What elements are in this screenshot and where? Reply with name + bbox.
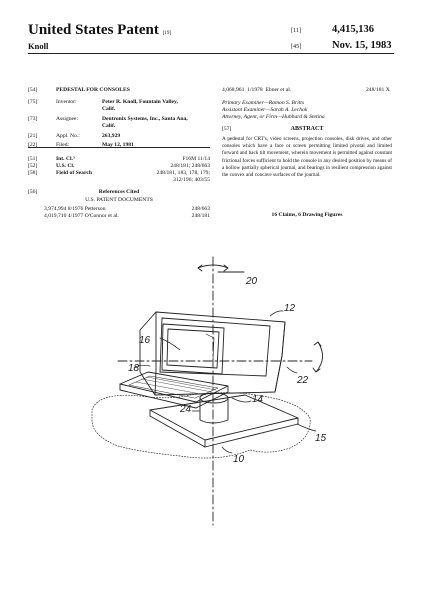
reference-numeral-10: 10 <box>233 454 245 465</box>
reference-numeral-20: 20 <box>246 276 258 287</box>
item-code: [73] <box>28 116 38 122</box>
reference-numeral-24: 24 <box>180 404 192 415</box>
reference-citation: 4,019,710 4/1977 O'Connor et al. <box>44 213 119 219</box>
item-code: [75] <box>28 99 38 105</box>
reference-numeral-22: 22 <box>297 375 309 386</box>
reference-numeral-14: 14 <box>252 394 264 405</box>
patent-number: 4,415,136 <box>332 24 374 35</box>
item-label: Filed: <box>56 142 70 148</box>
abstract-text: A pedestal for CRT's, video screens, projection consoles, disk drives, and other consoles which have a face or screen permitting limited pivotal and limited forward and back tilt movement, wherein movement is permitted against constant frictional forces sufficient to hold the console in any desired position by means of a hollow partially spherical journal, and bearings in resilient compression against the convex and concave surfaces of the journal. <box>222 136 392 179</box>
horizontal-axis <box>118 342 323 372</box>
item-code: [22] <box>28 142 38 148</box>
item-code: [52] <box>28 163 38 169</box>
screen <box>162 324 224 374</box>
item-value: 312/196; 403/55 <box>173 177 210 183</box>
references-code: [56] <box>28 189 38 195</box>
reference-numerals <box>128 276 327 465</box>
references-subtitle: U.S. PATENT DOCUMENTS <box>85 197 153 203</box>
reference-numeral-16: 16 <box>139 335 151 346</box>
references-title: References Cited <box>98 189 140 195</box>
reference-numeral-12: 12 <box>284 303 296 314</box>
reference-citation: 3,974,994 8/1976 Petterson <box>44 206 106 212</box>
attorney: Attorney, Agent, or Firm—Hubbard & Stetina <box>222 114 325 120</box>
item-value: May 12, 1981 <box>102 142 134 148</box>
abstract-title: ABSTRACT <box>290 126 324 132</box>
abstract-code: [57] <box>222 126 232 132</box>
item-value: F16M 11/14 <box>182 156 210 162</box>
item-value: Calif. <box>102 123 116 129</box>
item-value: Peter R. Knoll, Fountain Valley, <box>102 99 178 105</box>
item-value: Dentronix Systems, Inc., Santa Ana, <box>102 116 188 122</box>
primary-examiner: Primary Examiner—Ramon S. Britts <box>222 100 305 106</box>
item-value: Calif. <box>102 106 116 112</box>
inventor-short: Knoll <box>28 41 49 51</box>
reference-numeral-15: 15 <box>315 433 327 444</box>
item-label: PEDESTAL FOR CONSOLES <box>56 87 130 93</box>
item-code: [51] <box>28 156 38 162</box>
assistant-examiner: Assistant Examiner—Sarah A. Lechok <box>222 107 308 113</box>
reference-right: 4,068,961 1/1978 Ebner et al. 248/181 X <box>222 87 390 93</box>
issue-date: Nov. 15, 1983 <box>332 40 392 51</box>
item-label: Inventor: <box>56 99 77 105</box>
item-label: Int. Cl.³ <box>56 156 75 162</box>
vertical-axis <box>198 257 244 525</box>
claims-count: 16 Claims, 6 Drawing Figures <box>271 212 343 218</box>
reference-class: 248/181 <box>191 213 210 219</box>
item-code: [21] <box>28 133 38 139</box>
item-label: U.S. Cl. <box>56 163 75 169</box>
reference-numeral-18: 18 <box>128 363 140 374</box>
item-label: Assignee: <box>56 116 79 122</box>
date-code: [45] <box>291 43 302 50</box>
item-code: [54] <box>28 87 38 93</box>
patent-number-code: [11] <box>291 27 302 34</box>
item-code: [58] <box>28 170 38 176</box>
item-value: 248/181; 248/663 <box>170 163 210 169</box>
item-label: Field of Search <box>56 170 92 176</box>
item-label: Appl. No.: <box>56 133 80 139</box>
reference-class: 248/663 <box>191 206 210 212</box>
patent-title: United States Patent [19] <box>28 22 172 38</box>
item-value: 248/181, 183, 178, 179; <box>156 170 210 176</box>
item-value: 263,929 <box>102 133 121 139</box>
floor-surface <box>92 393 310 458</box>
